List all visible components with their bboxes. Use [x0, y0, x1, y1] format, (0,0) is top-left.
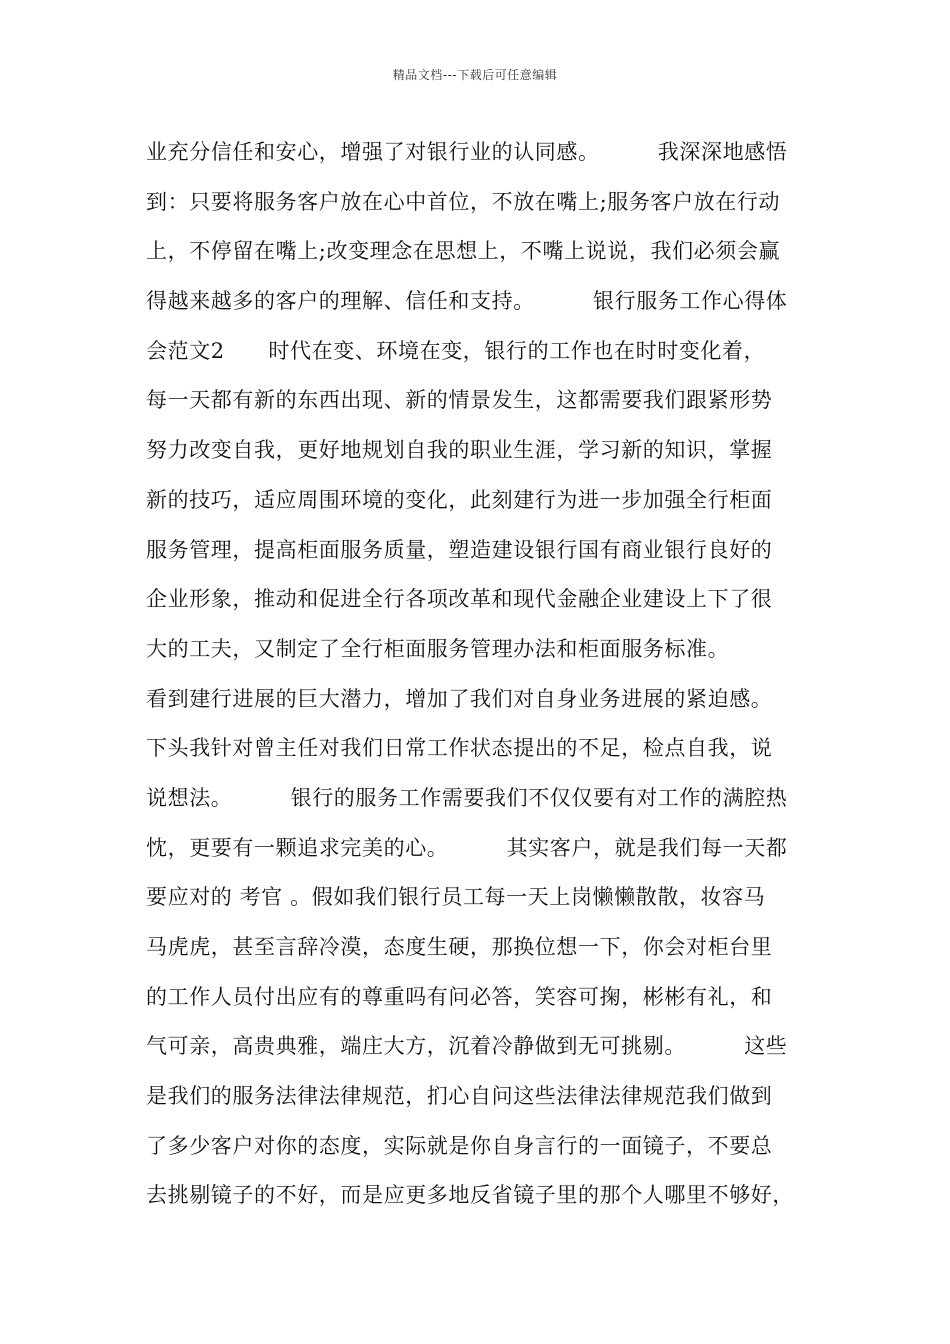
page-header: 精品文档---下载后可任意编辑 [392, 68, 558, 82]
text-line: 马虎虎，甚至言辞冷漠，态度生硬，那换位想一下，你会对柜台里 [146, 935, 773, 959]
text-line: 是我们的服务法律法律规范，扪心自问这些法律法律规范我们做到 [146, 1084, 773, 1109]
text-line: 气可亲，高贵典雅，端庄大方，沉着冷静做到无可挑剔。 这些 [146, 1034, 788, 1059]
text-line: 业充分信任和安心，增强了对银行业的认同感。 我深深地感悟 [146, 140, 788, 164]
text-line: 大的工夫，又制定了全行柜面服务管理办法和柜面服务标准。 [146, 636, 730, 661]
text-line: 忱，更要有一颗追求完美的心。 其实客户，就是我们每一天都 [146, 835, 788, 860]
text-line: 努力改变自我，更好地规划自我的职业生涯，学习新的知识，掌握 [146, 438, 773, 463]
text-line: 上，不停留在嘴上;改变理念在思想上，不嘴上说说，我们必须会赢 [146, 239, 781, 264]
text-line: 到：只要将服务客户放在心中首位，不放在嘴上;服务客户放在行动 [146, 189, 781, 214]
text-line: 看到建行进展的巨大潜力，增加了我们对自身业务进展的紧迫感。 [146, 686, 773, 711]
text-line: 去挑剔镜子的不好，而是应更多地反省镜子里的那个人哪里不够好， [146, 1183, 794, 1208]
text-line: 新的技巧，适应周围环境的变化，此刻建行为进一步加强全行柜面 [146, 487, 773, 512]
text-line: 要应对的 考官 。假如我们银行员工每一天上岗懒懒散散，妆容马 [146, 885, 766, 910]
text-line: 服务管理，提高柜面服务质量，塑造建设银行国有商业银行良好的 [146, 537, 773, 562]
text-line: 的工作人员付出应有的尊重吗有问必答，笑容可掬，彬彬有礼，和 [146, 984, 773, 1009]
text-line: 说想法。 银行的服务工作需要我们不仅仅要有对工作的满腔热 [146, 785, 788, 810]
text-line: 下头我针对曾主任对我们日常工作状态提出的不足，检点自我，说 [146, 736, 773, 761]
text-line: 会范文2 时代在变、环境在变，银行的工作也在时时变化着， [146, 338, 766, 363]
text-line: 了多少客户对你的态度，实际就是你自身言行的一面镜子，不要总 [146, 1133, 773, 1158]
text-line: 每一天都有新的东西出现、新的情景发生，这都需要我们跟紧形势 [146, 388, 773, 413]
text-line: 得越来越多的客户的理解、信任和支持。 银行服务工作心得体 [146, 289, 788, 314]
body-text [146, 132, 816, 1225]
text-line: 企业形象，推动和促进全行各项改革和现代金融企业建设上下了很 [146, 587, 773, 612]
